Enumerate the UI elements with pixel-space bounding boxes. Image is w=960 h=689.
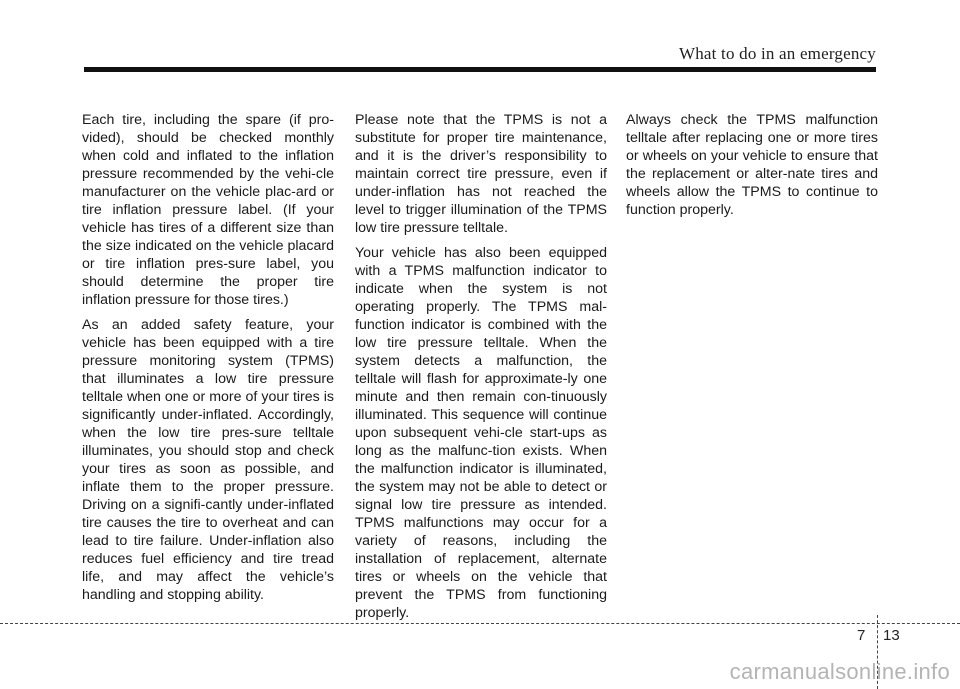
paragraph: Please note that the TPMS is not a substitute for proper tire maintenance, and it is the driver’s responsibility to maintain correct tire pressure, even if under-inflation has not reached the level to trigger illumination of the TPMS low tire pressure telltale. — [355, 112, 607, 236]
paragraph: Each tire, including the spare (if pro-vided), should be checked monthly when cold and inflated to the inflation pressure recommended by the vehi-cle manufacturer on the vehicle plac-ard or tire inflation pressure label. (If your vehicle has tires of a different size than the size indicated on the vehicle placard or tire inflation pres-sure label, you should determine the proper tire inflation pressure for those tires.) — [82, 112, 334, 308]
watermark[interactable]: carmanualsonline.info — [729, 659, 950, 684]
chapter-number: 7 — [857, 627, 866, 644]
text-column-3 — [626, 111, 878, 226]
footer-dashed-rule — [0, 623, 960, 624]
page-header-title: What to do in an emergency — [678, 44, 876, 63]
page-number: 13 — [883, 627, 900, 644]
text-column-2 — [355, 111, 607, 629]
paragraph: Always check the TPMS malfunction telltale after replacing one or more tires or wheels on your vehicle to ensure that the replacement or alter-nate tires and wheels allow the TPMS to continue to function properly. — [626, 112, 878, 218]
header-rule — [84, 67, 876, 72]
paragraph: As an added safety feature, your vehicle has been equipped with a tire pressure monitoring system (TPMS) that illuminates a low tire pressure telltale when one or more of your tires is significantly under-inflated. Accordingly, when the low tire pres-sure telltale illuminates, you should stop and check your tires as soon as possible, and inflate them to the proper pressure. Driving on a signifi-cantly under-inflated tire causes the tire to overheat and can lead to tire failure. Under-inflation also reduces fuel efficiency and tire tread life, and may affect the vehicle’s handling and stopping ability. — [82, 317, 334, 603]
text-column-1 — [82, 111, 334, 611]
paragraph: Your vehicle has also been equipped with a TPMS malfunction indicator to indicate when the system is not operating properly. The TPMS mal-function indicator is combined with the low tire pressure telltale. When the system detects a malfunction, the telltale will flash for approximate-ly one minute and then remain con-tinuously illuminated. This sequence will continue upon subsequent vehi-cle start-ups as long as the malfunc-tion exists. When the malfunction indicator is illuminated, the system may not be able to detect or signal low tire pressure as intended. TPMS malfunctions may occur for a variety of reasons, including the installation of replacement, alternate tires or wheels on the vehicle that prevent the TPMS from functioning properly. — [355, 245, 607, 621]
